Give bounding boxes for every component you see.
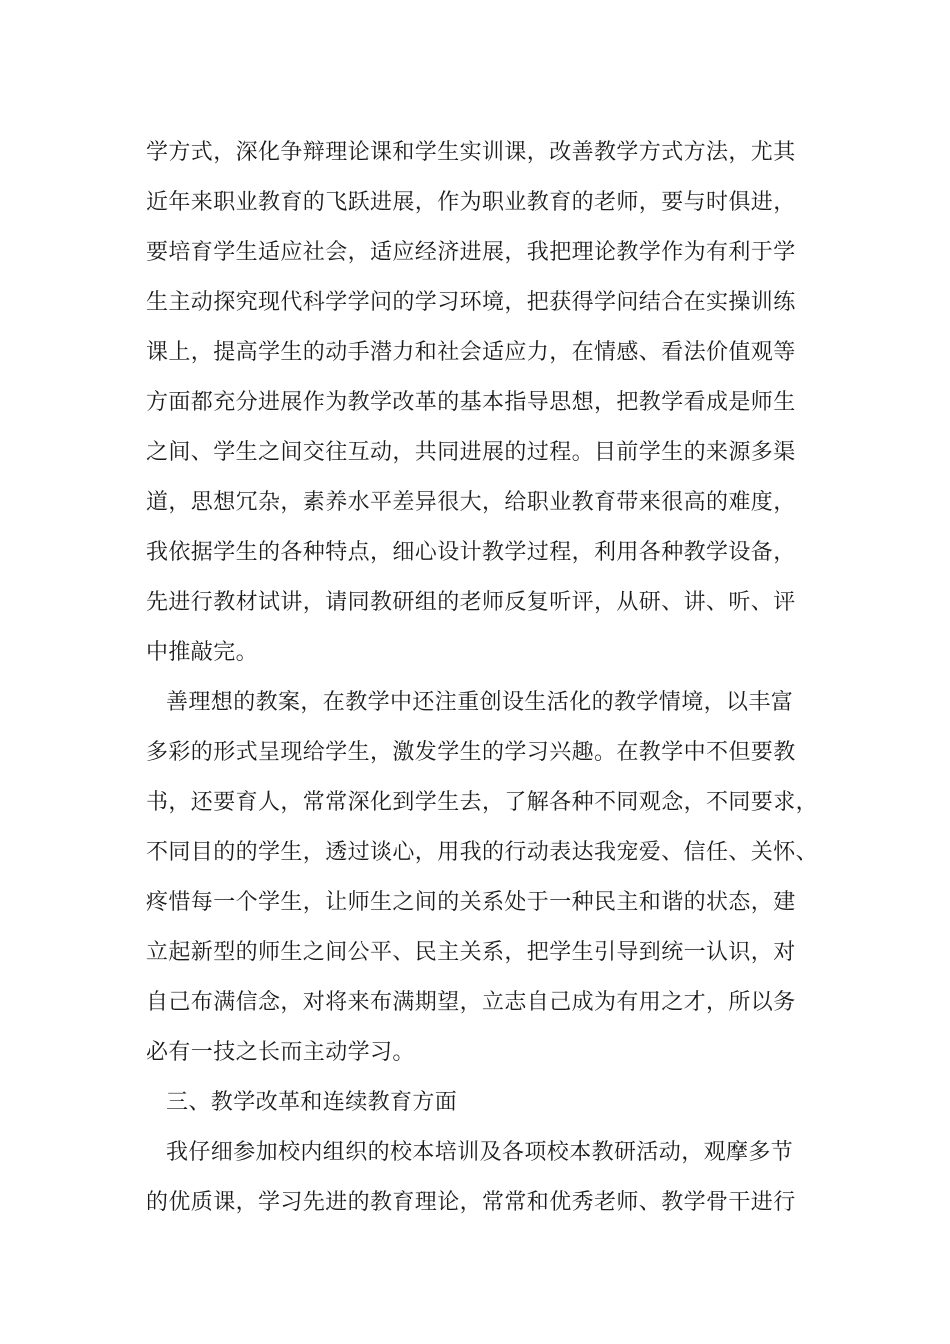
- text-line: 多彩的形式呈现给学生，激发学生的学习兴趣。在教学中不但要教: [146, 740, 796, 765]
- text-line: 疼惜每一个学生，让师生之间的关系处于一种民主和谐的状态，建: [146, 890, 796, 915]
- text-line: 书，还要育人，常常深化到学生去，了解各种不同观念，不同要求，: [146, 790, 819, 815]
- section-heading: 三、教学改革和连续教育方面: [166, 1090, 458, 1115]
- text-line: 自己布满信念，对将来布满期望，立志自己成为有用之才，所以务: [146, 990, 796, 1015]
- paragraph-start-line: 我仔细参加校内组织的校本培训及各项校本教研活动，观摩多节: [166, 1140, 794, 1165]
- text-line: 我依据学生的各种特点，细心设计教学过程，利用各种教学设备，: [146, 540, 796, 565]
- text-line: 学方式，深化争辩理论课和学生实训课，改善教学方式方法，尤其: [146, 140, 796, 165]
- text-line: 生主动探究现代科学学问的学习环境，把获得学问结合在实操训练: [146, 290, 796, 315]
- text-line: 立起新型的师生之间公平、民主关系，把学生引导到统一认识，对: [146, 940, 796, 965]
- text-line: 先进行教材试讲，请同教研组的老师反复听评，从研、讲、听、评: [146, 590, 796, 615]
- paragraph-start-line: 善理想的教案，在教学中还注重创设生活化的教学情境，以丰富: [166, 690, 794, 715]
- text-line: 近年来职业教育的飞跃进展，作为职业教育的老师，要与时俱进，: [146, 190, 796, 215]
- text-line: 中推敲完。: [146, 640, 259, 665]
- text-line: 之间、学生之间交往互动，共同进展的过程。目前学生的来源多渠: [146, 440, 796, 465]
- text-line: 方面都充分进展作为教学改革的基本指导思想，把教学看成是师生: [146, 390, 796, 415]
- text-line: 要培育学生适应社会，适应经济进展，我把理论教学作为有利于学: [146, 240, 796, 265]
- body-text: [146, 128, 826, 1228]
- text-line: 不同目的的学生，透过谈心，用我的行动表达我宠爱、信任、关怀、: [146, 840, 819, 865]
- text-line: 道，思想冗杂，素养水平差异很大，给职业教育带来很高的难度，: [146, 490, 796, 515]
- text-line: 必有一技之长而主动学习。: [146, 1040, 415, 1065]
- text-line: 课上，提高学生的动手潜力和社会适应力，在情感、看法价值观等: [146, 340, 796, 365]
- text-line: 的优质课，学习先进的教育理论，常常和优秀老师、教学骨干进行: [146, 1190, 796, 1215]
